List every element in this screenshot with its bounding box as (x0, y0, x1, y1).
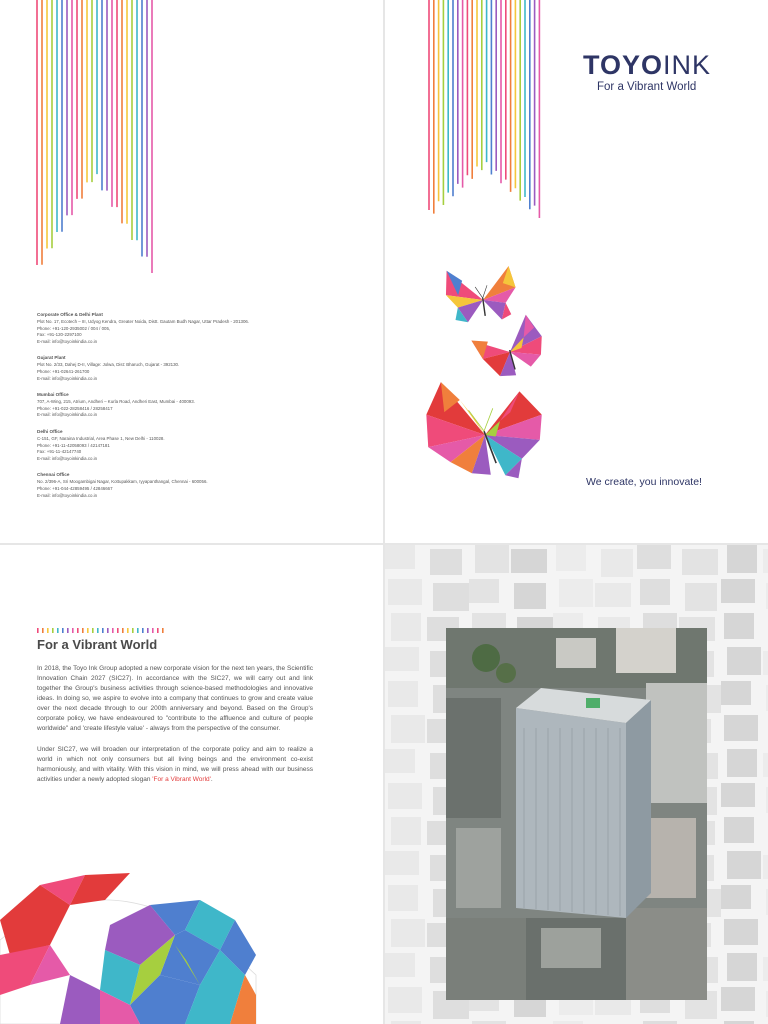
building-shape (724, 919, 758, 945)
building-shape (385, 545, 415, 569)
office-detail-line: Phone: +91-120-2935002 / 004 / 005, (37, 325, 111, 331)
building-shape (640, 579, 670, 605)
building-shape (763, 753, 768, 777)
office-detail-line: No. 2/396-A, Sri Moogambigai Nagar, Kottupakkam, Iyyapanthangal, Chennai - 600056. (37, 479, 208, 485)
building-shape (469, 579, 499, 603)
office-detail-line: E-mail: info@toyoinkindia.co.in (37, 375, 98, 381)
office-entry (37, 429, 337, 462)
building-shape (763, 549, 768, 573)
building-shape (430, 549, 462, 575)
article-paragraph: In 2018, the Toyo Ink Group adopted a new corporate vision for the next ten years, the Scientific Innovation Chain 2027 (SIC27). In accordance with the SIC27, we will carry out and link together the Group's business activities through science-based methodologies and innovative ideas. In doing so, we aspire to evolve into a company that continues to grow and create value over the next decade through to our 200th anniversary and beyond. Based on the Group's corporate policy, we have endeavoured to "contribute to the affluence and culture of people worldwide" and 'create lifestyle value' - always from the perspective of the consumer. (37, 665, 313, 732)
globe-icon (0, 545, 383, 1024)
office-detail-line: E-mail: info@toyoinkindia.co.in (37, 455, 98, 461)
office-detail-line: E-mail: info@toyoinkindia.co.in (37, 492, 98, 498)
building-shape (391, 817, 421, 845)
back-cover-panel (0, 0, 383, 543)
office-detail-line: E-mail: info@toyoinkindia.co.in (37, 338, 98, 344)
building-shape (595, 583, 631, 607)
building-shape (388, 783, 422, 809)
office-detail-line: Fax: +91-120-2297100 (37, 332, 82, 338)
office-name: Delhi Office (37, 428, 63, 434)
building-shape (388, 579, 422, 605)
building-shape (475, 545, 509, 573)
building-shape (721, 987, 755, 1011)
office-name: Corporate Office & Delhi Plant (37, 312, 103, 317)
building-shape (514, 583, 546, 609)
building-shape (385, 749, 415, 773)
building-shape (763, 957, 768, 981)
office-detail-line: Plot No. 17, Ecotech – III, Udyog Kendra, Greater Noida, Distt. Gautam Budh Nagar, Uttar Pradesh - 201306. (37, 319, 250, 324)
building-shape (727, 647, 761, 675)
building-shape (511, 549, 547, 573)
building-shape (763, 651, 768, 675)
building-shape (721, 681, 751, 705)
office-detail-line: E-mail: info@toyoinkindia.co.in (37, 412, 98, 418)
brand-block (583, 52, 743, 93)
building-shape (556, 545, 586, 571)
headquarters-aerial-photo (446, 628, 707, 1000)
building-shape (391, 715, 425, 743)
building-shape (685, 583, 717, 611)
logo-wordmark-light: INK (663, 50, 712, 80)
building-shape (601, 549, 633, 577)
office-entry (37, 355, 337, 382)
office-entry (37, 312, 337, 345)
butterfly-icon (414, 360, 556, 497)
office-addresses (37, 312, 337, 509)
inside-panel-article (0, 545, 383, 1024)
front-cover-panel (385, 0, 768, 543)
building-shape (721, 885, 751, 909)
office-detail-line: C-151, GF, Naraina Industrial, Area Phase 1, New Delhi - 110028. (37, 435, 165, 441)
building-shape (385, 647, 419, 671)
building-shape (388, 885, 418, 911)
building-shape (763, 855, 768, 879)
butterfly-icon (469, 313, 548, 382)
article-title: For a Vibrant World (37, 637, 158, 652)
butterfly-icon (443, 262, 520, 327)
office-name: Mumbai Office (37, 392, 69, 398)
rainbow-stripes-decoration (0, 0, 383, 290)
building-shape (724, 613, 754, 639)
building-shape (385, 953, 415, 977)
building-shape (388, 987, 422, 1013)
building-shape (391, 919, 425, 947)
office-detail-line: Phone: +91-044-42859495 / 42846667 (37, 485, 113, 491)
office-entry (37, 392, 337, 419)
office-detail-line: Fax: +91-11-42147740 (37, 449, 82, 455)
building-shape (727, 851, 761, 879)
office-name: Chennai Office (37, 472, 70, 478)
building-shape (727, 749, 757, 777)
building-shape (391, 613, 421, 641)
office-detail-line: Phone: +91-022-28258416 / 28258417 (37, 405, 113, 411)
slogan-highlight: 'For a Vibrant World' (152, 776, 211, 783)
building-shape (388, 681, 418, 707)
office-detail-line: Plot No. 2/33, Dahej D-II, Village: Jolwa, Dist: Bharuch, Gujarat - 392130. (37, 362, 180, 368)
building-shape (637, 545, 671, 569)
office-entry (37, 472, 337, 499)
building-shape (385, 851, 419, 875)
building-shape (724, 715, 758, 741)
building-shape (727, 545, 757, 573)
brand-tagline: For a Vibrant World (597, 81, 697, 93)
cover-tagline: We create, you innovate! (586, 476, 702, 488)
article-paragraph: Under SIC27, we will broaden our interpretation of the corporate policy and aim to realize a world in which not only consumers but all living beings and the environment co-exist harmoniously, and with vitality. With this vision in mind, we will press ahead with our business activities under a newly adopted slogan 'For a Vibrant World'. (37, 746, 313, 783)
building-shape (559, 579, 593, 607)
office-detail-line: Phone: +91-02641-261700 (37, 368, 90, 374)
office-name: Gujarat Plant (37, 355, 66, 361)
building-shape (727, 953, 757, 981)
office-detail-line: 707, A-Wing, 215, Atrium, Andheri – Kurla Road, Andheri East, Mumbai - 400093. (37, 399, 195, 405)
building-shape (433, 583, 469, 611)
building-shape (721, 783, 755, 807)
brand-logo (583, 52, 743, 78)
building-shape (682, 549, 718, 575)
office-detail-line: Phone: +91-11-42058093 / 42147181 (37, 442, 110, 448)
building-shape (721, 579, 755, 603)
building-shape (724, 817, 754, 843)
logo-wordmark-bold: TOYO (583, 50, 664, 80)
